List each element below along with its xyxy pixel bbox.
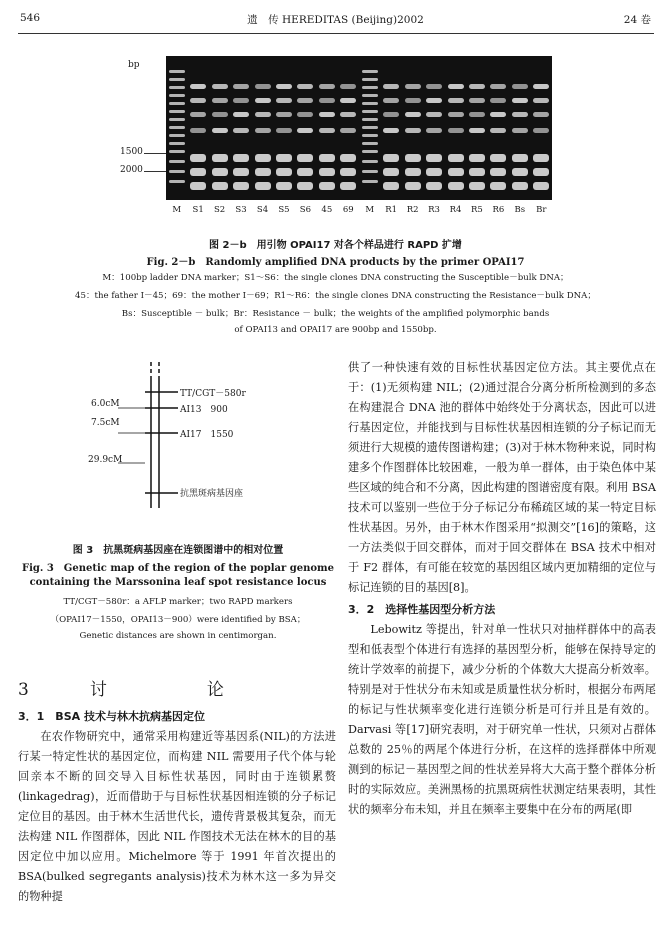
gel-band [512,154,528,162]
gel-band [255,128,271,133]
gel-band [233,182,249,190]
fig3-title-zh: 图 3 抗黑斑病基因座在连锁图谱中的相对位置 [72,545,284,556]
gel-band [340,112,356,117]
gel-band [405,84,421,89]
gel-band [469,154,485,162]
gel-band [169,170,185,173]
gel-band [469,182,485,190]
gel-band [426,128,442,133]
gel-band [212,128,228,133]
gel-band [319,112,335,117]
gel-band [490,98,506,103]
gel-band [405,168,421,176]
gel-band [233,112,249,117]
gel-band [533,154,549,162]
gel-band [362,150,378,153]
gel-band [190,154,206,162]
gel-band [362,110,378,113]
gel-band [319,168,335,176]
gel-band [233,154,249,162]
gel-2000-tick [144,171,166,172]
gel-lane [469,56,485,200]
gel-band [362,142,378,145]
gel-band [319,84,335,89]
fig2-title-en: Fig. 2－b Randomly amplified DNA products by the primer OPAI17 [146,257,525,268]
fig3-title-en-1: Fig. 3 Genetic map of the region of the poplar genome [21,563,334,574]
gel-band [362,134,378,137]
gel-band [426,98,442,103]
gel-band [340,154,356,162]
fig3-note-1: TT/CGT－580r：a AFLP marker；two RAPD markers [63,597,293,607]
gel-band [319,98,335,103]
gel-lane [276,56,292,200]
gel-band [448,182,464,190]
gel-bp-label: bp [128,60,140,70]
gel-band [405,98,421,103]
gel-band [212,98,228,103]
subsection-3-1-title: 3．1 BSA 技术与林木抗病基因定位 [18,710,205,723]
fig2-note-3: Bs：Susceptible － bulk；Br：Resistance － bulk；the weights of the amplified polymorphic bands [121,309,550,319]
gel-band [212,154,228,162]
gel-band [255,182,271,190]
gel-band [362,86,378,89]
gel-lane [512,56,528,200]
gel-band [297,182,313,190]
gel-band [490,112,506,117]
gel-band [362,118,378,121]
fig3-note-3: Genetic distances are shown in centimorgan. [79,631,277,641]
gel-lane-label: R4 [449,205,462,215]
gel-band [405,112,421,117]
gel-band [297,154,313,162]
gel-lane-label: R3 [428,205,440,215]
gel-band [362,180,378,183]
gel-band [533,112,549,117]
gel-band [233,128,249,133]
gel-band [448,112,464,117]
gel-lane [297,56,313,200]
gel-band [340,98,356,103]
gel-band [405,182,421,190]
gel-lane [383,56,399,200]
gel-band [340,168,356,176]
gel-band [490,154,506,162]
journal-title: 遗 传 HEREDITAS (Beijing)2002 [247,14,424,26]
gel-band [469,84,485,89]
map-marker-3: AI17 1550 [180,430,234,440]
gel-band [383,128,399,133]
gel-lane-label: Bs [514,205,526,215]
gel-lane [233,56,249,200]
gel-lane-label: R1 [385,205,398,215]
section-heading: 3 讨 论 [18,680,246,700]
gel-lane [212,56,228,200]
subsection-3-1-text: 在农作物研究中，通常采用构建近等基因系(NIL)的方法进行某一特定性状的基因定位，而构建 NIL 需要用子代个体与轮回亲本不断的回交导入目标性状基因，同时由于连锁累赘(linkagedrag)，近而借助于与目标性状基因相连锁的分子标记定位目的基因。由于林木生活世代长，遗传背景极其复杂，而无法构建 NIL 作图群体，因此 NIL 作图技术无法在林木的目的基因定位中加以应用。Michelmore 等于 1991 年首次提出的 BSA(bulked segregants analysis)技术为林木这一多为异交的物种提 [18,730,336,903]
gel-band [383,154,399,162]
gel-band [169,160,185,163]
gel-band [383,84,399,89]
gel-lane-label: R5 [471,205,483,215]
gel-band [512,128,528,133]
gel-band [362,126,378,129]
gel-band [362,94,378,97]
gel-band [533,98,549,103]
page-number: 546 [20,12,41,24]
gel-band [233,168,249,176]
gel-band [426,182,442,190]
gel-band [233,98,249,103]
gel-band [319,182,335,190]
gel-band [297,168,313,176]
gel-1500-tick [144,153,166,154]
gel-band [533,128,549,133]
gel-band [469,168,485,176]
gel-lane [319,56,335,200]
fig2-note-1: M：100bp ladder DNA marker；S1～S6：the single clones DNA constructing the Susceptible－bulk DNA； [102,273,569,283]
gel-band [512,112,528,117]
gel-band [362,78,378,81]
gel-band [169,142,185,145]
fig2-note-2: 45：the father I－45；69：the mother I－69；R1～R6：the single clones DNA constructing the Resistance－bulk DNA； [75,291,596,301]
gel-band [169,70,185,73]
gel-band [448,98,464,103]
gel-band [169,110,185,113]
gel-band [169,78,185,81]
gel-lane [169,56,185,200]
map-dist-3: 29.9cM [88,455,123,465]
gel-lane-label: 45 [321,205,333,215]
gel-lane-label: S4 [256,205,269,215]
gel-lane [405,56,421,200]
gel-lane-label: R2 [406,205,419,215]
gel-image [166,56,552,200]
gel-band [405,154,421,162]
gel-band [469,112,485,117]
gel-band [190,168,206,176]
gel-band [469,98,485,103]
gel-lane-label: M [365,205,375,215]
gel-lane [340,56,356,200]
gel-band [169,150,185,153]
gel-band [533,168,549,176]
map-dist-1: 6.0cM [91,399,120,409]
gel-band [512,84,528,89]
gel-band [255,112,271,117]
gel-lane-label: S3 [235,205,247,215]
gel-band [448,168,464,176]
gel-band [383,168,399,176]
gel-band [490,84,506,89]
gel-band [533,182,549,190]
gel-band [276,182,292,190]
gel-band [255,84,271,89]
gel-band [362,70,378,73]
gel-band [405,128,421,133]
gel-band [276,98,292,103]
gel-band [426,154,442,162]
gel-lane [533,56,549,200]
gel-lane-label: 69 [342,205,354,215]
gel-band [340,84,356,89]
gel-lane [426,56,442,200]
gel-band [490,168,506,176]
gel-band [319,154,335,162]
gel-band [233,84,249,89]
gel-band [533,84,549,89]
fig3-title-en-2: containing the Marssonina leaf spot resistance locus [29,577,327,588]
gel-band [190,112,206,117]
gel-band [426,168,442,176]
gel-band [169,118,185,121]
gel-band [212,168,228,176]
gel-band [276,128,292,133]
gel-band [169,102,185,105]
gel-2000-label: 2000 [120,165,143,175]
gel-band [383,98,399,103]
gel-band [448,154,464,162]
gel-band [169,86,185,89]
gel-lane [362,56,378,200]
gel-lane-label: S2 [213,205,226,215]
map-marker-1: TT/CGT－580r [180,389,246,399]
gel-band [212,112,228,117]
gel-band [490,182,506,190]
gel-band [190,98,206,103]
header-rule [18,33,654,34]
right-column-text: 供了一种快速有效的目标性状基因定位方法。其主要优点在于：(1)无须构建 NIL；(2)通过混合分离分析所检测到的多态在构建混合 DNA 池的群体中始终处于分离状态，因此可以进行基因定位，并能找到与目标性状基因相连锁的分子标记而无须进行大规模的遗传图谱构建；(3)对于林木物种来说，同时构建多个作图群体比较困难，一般为单一群体，由于染色体中某些区域的纯合和不分离，因此构建的图谱密度有限。利用 BSA 技术可以鉴别一些位于分子标记分布稀疏区域的某一特定目标性状基因。另外，由于林木作图采用“拟测交”[16]的策略，这一方法类似于回交群体，而对于回交群体在 BSA 技术中相对于 F2 群体，有可能在较宽的基因组区域内更加精细的定位与标记连锁的目的基因[8]。 [348,361,656,594]
gel-band [512,168,528,176]
gel-band [276,168,292,176]
gel-band [469,128,485,133]
gel-1500-label: 1500 [120,147,143,157]
gel-band [340,182,356,190]
gel-band [426,84,442,89]
gel-band [362,102,378,105]
gel-band [297,84,313,89]
gel-band [512,182,528,190]
map-marker-4: 抗黑斑病基因座 [180,489,244,499]
gel-band [190,84,206,89]
gel-band [169,126,185,129]
gel-band [190,128,206,133]
right-column [348,358,656,820]
gel-lane-label: M [172,205,182,215]
fig2-title-zh: 图 2－b 用引物 OPAI17 对各个样品进行 RAPD 扩增 [209,240,462,251]
gel-band [190,182,206,190]
gel-band [297,98,313,103]
gel-band [276,154,292,162]
volume-label: 24 卷 [623,14,651,26]
left-column [18,707,336,907]
gel-band [212,182,228,190]
gel-lane-label: S6 [299,205,311,215]
gel-band [297,128,313,133]
gel-band [297,112,313,117]
gel-band [426,112,442,117]
gel-band [362,170,378,173]
gel-band [383,182,399,190]
fig2-note-4: of OPAI13 and OPAI17 are 900bp and 1550bp. [234,325,437,335]
gel-band [255,154,271,162]
gel-band [276,112,292,117]
gel-lane [490,56,506,200]
gel-band [169,134,185,137]
map-dist-2: 7.5cM [91,418,120,428]
gel-band [448,128,464,133]
gel-lane [448,56,464,200]
gel-band [490,128,506,133]
gel-lane-label: Br [536,205,547,215]
gel-band [169,180,185,183]
gel-band [319,128,335,133]
fig3-note-2: （OPAI17－1550，OPAI13－900）were identified by BSA； [50,615,306,625]
gel-band [255,168,271,176]
gel-band [212,84,228,89]
gel-band [362,160,378,163]
gel-lane-label: R6 [492,205,505,215]
gel-band [383,112,399,117]
gel-band [276,84,292,89]
gel-band [340,128,356,133]
gel-lane [255,56,271,200]
subsection-3-2-text: Lebowitz 等提出，针对单一性状只对抽样群体中的高表型和低表型个体进行有选择的基因型分析，能够在保持导定的统计学效率的前提下，减少分析的个体数大大提高分析效率。特别是对于性状分布未知或是质量性状分析时，根据分布两尾的标记与性状频率变化进行连锁分析是可行并且是有效的。Darvasi 等[17]研究表明，对于研究单一性状，只须对占群体总数的 25％的两尾个体进行分析，在这样的选择群体中所观测到的标记－基因型之间的性状差异将大大高于整个群体分析时的实际效应。美洲黑杨的抗黑斑病性状测定结果表明，其性状的频率分布未知，并且在频率主要集中在分布的两尾(即 [348,623,656,816]
subsection-3-2-title: 3．2 选择性基因型分析方法 [348,603,496,616]
gel-lane-label: S5 [278,205,290,215]
map-marker-2: AI13 900 [180,405,228,415]
gel-lane [190,56,206,200]
gel-band [169,94,185,97]
gel-lane-label: S1 [192,205,204,215]
gel-band [448,84,464,89]
gel-band [512,98,528,103]
gel-band [255,98,271,103]
